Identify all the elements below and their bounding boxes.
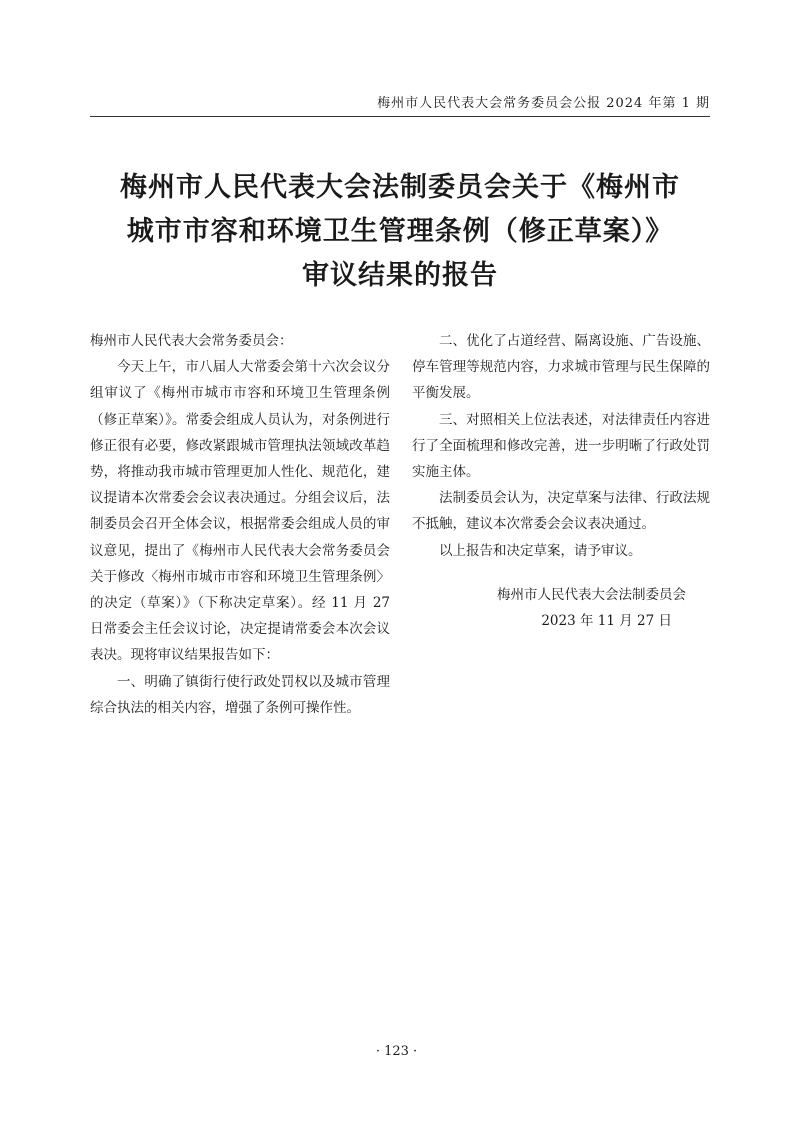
paragraph-2: 一、明确了镇街行使行政处罚权以及城市管理综合执法的相关内容，增强了条例可操作性。 — [90, 673, 390, 716]
paragraph-5: 法制委员会认为，决定草案与法律、行政法规不抵触，建议本次常委会会议表决通过。 — [412, 490, 710, 533]
title-line-1: 梅州市人民代表大会法制委员会关于《梅州市 — [120, 172, 680, 203]
signature-org: 梅州市人民代表大会法制委员会 — [497, 586, 686, 603]
body-column-right — [412, 328, 710, 634]
body-column-left — [90, 328, 390, 721]
salutation: 梅州市人民代表大会常务委员会： — [90, 333, 293, 349]
running-header: 梅州市人民代表大会常务委员会公报 2024 年第 1 期 — [377, 96, 710, 111]
page-number: · 123 · — [375, 1044, 418, 1059]
paragraph-3: 二、优化了占道经营、隔离设施、广告设施、停车管理等规范内容，力求城市管理与民生保障的平衡发展。 — [412, 333, 710, 402]
paragraph-1: 今天上午，市八届人大常委会第十六次会议分组审议了《梅州市城市市容和环境卫生管理条例（修正草案）》。常委会组成人员认为，对条例进行修正很有必要，修改紧跟城市管理执法领域改革趋势，将推动我市城市管理更加人性化、规范化，建议提请本次常委会会议表决通过。分组会议后，法制委员会召开全体会议，根据常委会组成人员的审议意见，提出了《梅州市人民代表大会常务委员会关于修改〈梅州市城市市容和环境卫生管理条例〉的决定（草案）》（下称决定草案）。经 11 月 27 日常委会主任会议讨论，决定提请常委会本次会议表决。现将审议结果报告如下： — [90, 359, 390, 664]
signature-date: 2023 年 11 月 27 日 — [541, 613, 672, 630]
title-line-2: 城市市容和环境卫生管理条例（修正草案）》 — [126, 216, 674, 247]
title-line-3: 审议结果的报告 — [302, 260, 498, 291]
header-divider — [90, 116, 710, 117]
document-title — [90, 166, 710, 298]
paragraph-4: 三、对照相关上位法表述，对法律责任内容进行了全面梳理和修改完善，进一步明晰了行政处罚实施主体。 — [412, 411, 710, 481]
paragraph-6: 以上报告和决定草案，请予审议。 — [439, 542, 642, 559]
